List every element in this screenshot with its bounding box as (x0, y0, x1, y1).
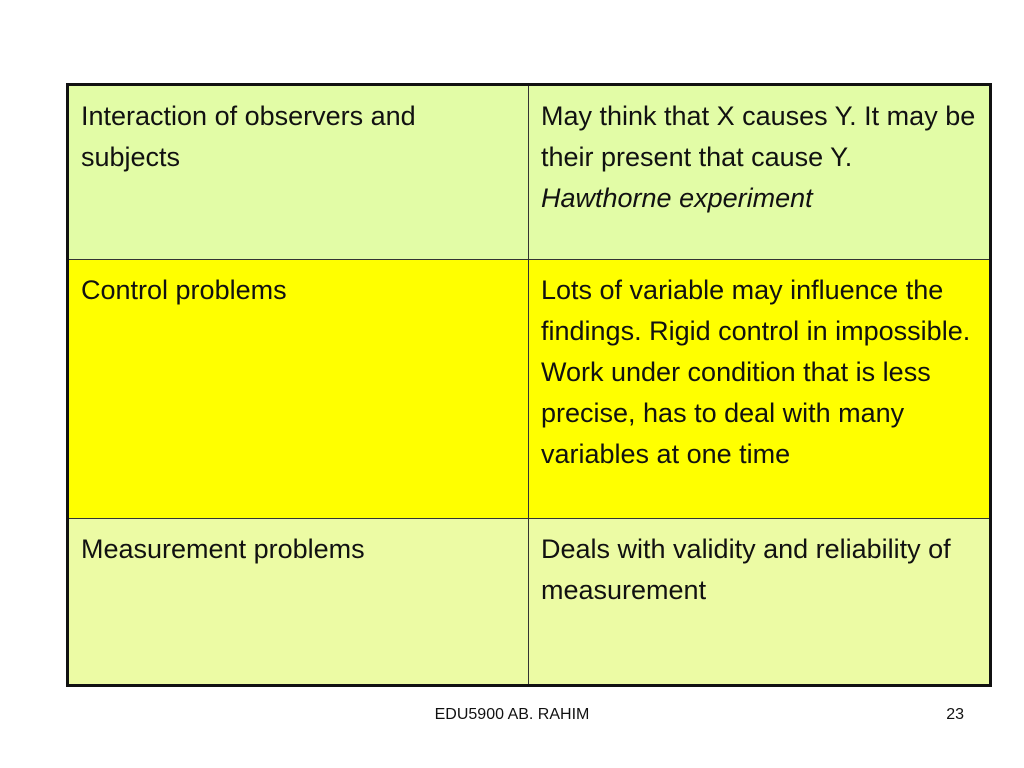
footer-course-label: EDU5900 AB. RAHIM (434, 706, 590, 723)
content-table (66, 83, 992, 687)
table-row (68, 85, 991, 260)
description-cell (529, 519, 991, 686)
issue-text: Measurement problems (81, 534, 365, 565)
table-row (68, 519, 991, 686)
issue-text: Interaction of observers and subjects (81, 101, 416, 172)
table-row (68, 259, 991, 519)
description-cell (529, 259, 991, 519)
issue-text: Control problems (81, 274, 287, 305)
issue-cell (68, 519, 529, 686)
issue-cell (68, 259, 529, 519)
description-text: May think that X causes Y. It may be their present that cause Y. (541, 101, 976, 172)
description-text: Deals with validity and reliability of measurement (541, 534, 951, 606)
issue-cell (68, 85, 529, 260)
description-cell (529, 85, 991, 260)
page-number: 23 (946, 706, 964, 723)
description-emphasis: Hawthorne experiment (541, 183, 813, 213)
description-text: Lots of variable may influence the findings. Rigid control in impossible. Work under condition that is less precise, has to deal with many variables at one time (541, 274, 971, 469)
